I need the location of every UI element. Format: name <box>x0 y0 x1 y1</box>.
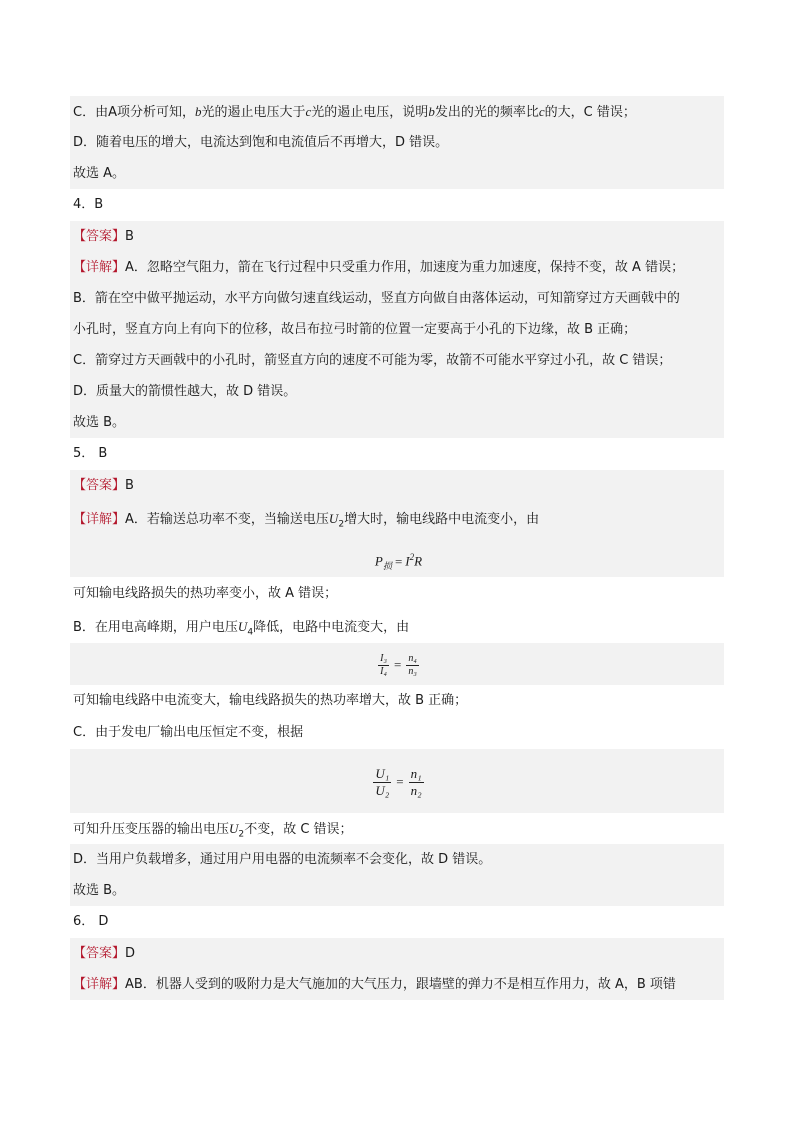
q5-result-b: 可知输电线路中电流变大，输电线路损失的热功率增大，故 B 正确； <box>73 693 468 708</box>
q4-detail-b2: 小孔时，竖直方向上有向下的位移，故吕布拉弓时箭的位置一定要高于小孔的下边缘，故 B 正确； <box>70 314 724 345</box>
q4-detail-a: 【详解】A．忽略空气阻力，箭在飞行过程中只受重力作用，加速度为重力加速度，保持不变，故 A 错误； <box>70 252 724 283</box>
q3-option-c: C．由A项分析可知，b光的遏止电压大于c光的遏止电压，说明b发出的光的频率比c的大，C 错误； <box>70 96 724 127</box>
fraction: $\frac{\text{n₄}}{\text{n₃}}$ <box>408 652 417 677</box>
q4-detail-c: C．箭穿过方天画戟中的小孔时，箭竖直方向的速度不可能为零，故箭不可能水平穿过小孔，故 C 错误； <box>70 345 724 376</box>
q5-detail-d: D．当用户负载增多，通过用户用电器的电流频率不会变化，故 D 错误。 <box>70 844 724 875</box>
q5-conclusion: 故选 B。 <box>70 875 724 906</box>
q3-conclusion: 故选 A。 <box>70 158 724 189</box>
q6-answer: 【答案】D <box>70 938 724 969</box>
q4-detail-b1: B．箭在空中做平抛运动，水平方向做匀速直线运动，竖直方向做自由落体运动，可知箭穿过方天画戟中的 <box>70 283 724 314</box>
q5-result-c: 可知升压变压器的输出电压$U_2$不变，故 C 错误； <box>73 821 353 840</box>
q5-detail-c: C．由于发电厂输出电压恒定不变，根据 <box>73 725 304 740</box>
answer-page <box>70 96 724 1000</box>
q3-option-d: D．随着电压的增大，电流达到饱和电流值后不再增大，D 错误。 <box>70 127 724 158</box>
q6-detail-ab: 【详解】AB．机器人受到的吸附力是大气施加的大气压力，跟墙壁的弹力不是相互作用力，故 A，B 项错 <box>70 969 724 1000</box>
fraction: $\frac{\text{I₃}}{\text{I₄}}$ <box>380 652 387 677</box>
q5-equation-power-loss: $P_损 = I^2R$ <box>70 537 724 577</box>
q4-detail-d: D．质量大的箭惯性越大，故 D 错误。 <box>70 376 724 407</box>
q5-result-a: 可知输电线路损失的热功率变小，故 A 错误； <box>73 586 338 601</box>
fraction: $\frac{\text{U₁}}{\text{U₂}}$ <box>375 765 390 798</box>
q4-number: 4．B <box>73 197 104 212</box>
q5-detail-b: B．在用电高峰期，用户电压$U_4$降低，电路中电流变大，由 <box>73 619 410 638</box>
q5-number: 5． B <box>73 446 108 461</box>
q4-conclusion: 故选 B。 <box>70 407 724 438</box>
q5-equation-current-ratio: $\frac{\text{I₃}}{\text{I₄}}$ = $\frac{\text{n₄}}{\text{n₃}}$ <box>70 643 724 685</box>
q6-number: 6． D <box>73 914 109 929</box>
q4-answer: 【答案】B <box>70 221 724 252</box>
q5-detail-a: 【详解】A．若输送总功率不变，当输送电压$U_2$增大时，输电线路中电流变小，由 <box>70 501 724 537</box>
q5-answer: 【答案】B <box>70 470 724 501</box>
q5-equation-voltage-ratio: $\frac{\text{U₁}}{\text{U₂}}$ = $\frac{\text{n₁}}{\text{n₂}}$ <box>70 749 724 813</box>
fraction: $\frac{\text{n₁}}{\text{n₂}}$ <box>410 765 422 798</box>
